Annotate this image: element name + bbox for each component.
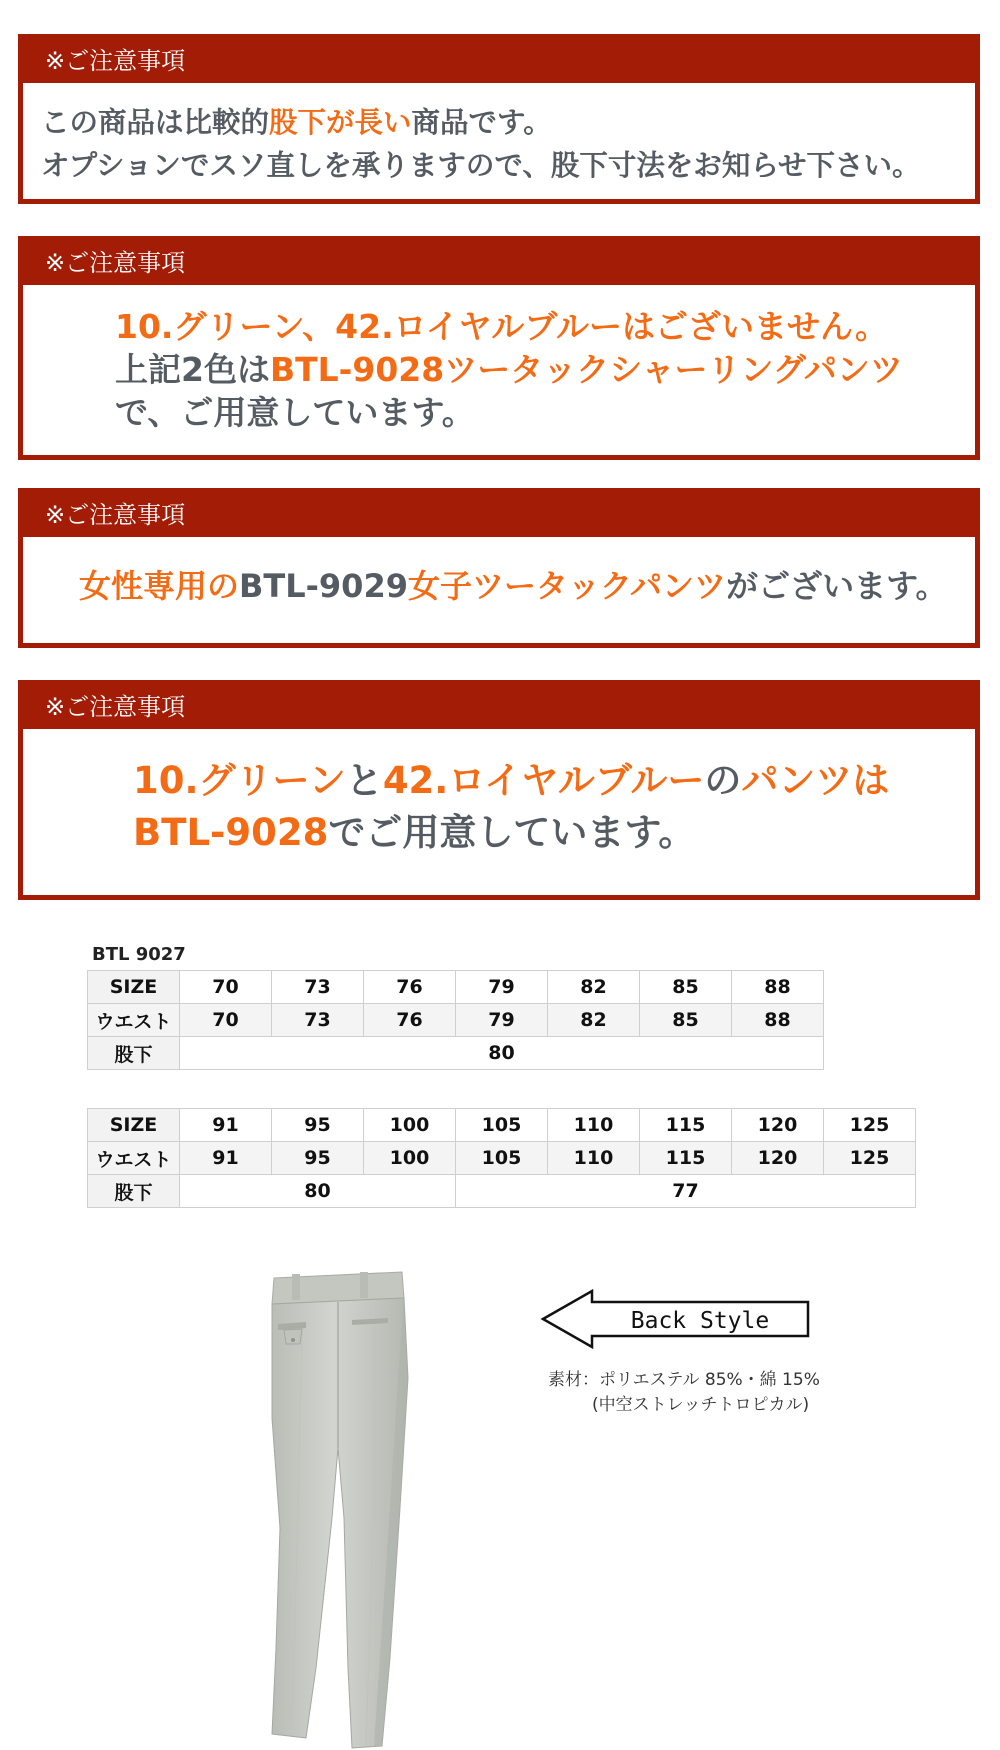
waist-cell: 95 (272, 1142, 364, 1175)
size-cell: 115 (640, 1109, 732, 1142)
notice-body (23, 537, 975, 608)
waist-cell: 85 (640, 1004, 732, 1037)
notice-box-colors (18, 236, 980, 460)
size-row-label: SIZE (88, 971, 180, 1004)
size-cell: 120 (732, 1109, 824, 1142)
size-cell: 70 (180, 971, 272, 1004)
waist-cell: 91 (180, 1142, 272, 1175)
notice-highlight-text: 女性専用の (79, 567, 240, 605)
size-cell: 82 (548, 971, 640, 1004)
notice-line (115, 348, 975, 391)
notice-highlight-text: パンツは (741, 759, 890, 802)
waist-row (88, 1004, 824, 1037)
waist-row-label: ウエスト (88, 1004, 180, 1037)
notice-text: オプションでスソ直しを承りますので、股下寸法をお知らせ下さい。 (41, 149, 921, 182)
model-number: BTL 9027 (92, 944, 186, 965)
notice-body (23, 729, 975, 859)
material-line-2: (中空ストレッチトロピカル) (592, 1395, 810, 1415)
notice-text: の (704, 759, 742, 802)
size-row (88, 1109, 916, 1142)
notice-text: 上記2色は (115, 350, 270, 389)
waist-cell: 120 (732, 1142, 824, 1175)
waist-cell: 82 (548, 1004, 640, 1037)
inseam-cell: 80 (180, 1037, 824, 1070)
notice-highlight-text: 股下が長い (269, 106, 412, 139)
notice-line (133, 755, 975, 807)
pants-back-view-image (262, 1268, 412, 1750)
inseam-row-label: 股下 (88, 1037, 180, 1070)
size-cell: 73 (272, 971, 364, 1004)
waist-cell: 110 (548, 1142, 640, 1175)
notice-body (23, 83, 975, 187)
size-cell: 105 (456, 1109, 548, 1142)
notice-line (79, 565, 975, 608)
notice-highlight-text: BTL-9028 (133, 811, 329, 854)
inseam-cell: 80 (180, 1175, 456, 1208)
notice-heading: ※ご注意事項 (23, 39, 975, 83)
size-cell: 125 (824, 1109, 916, 1142)
inseam-cell: 77 (456, 1175, 916, 1208)
size-cell: 88 (732, 971, 824, 1004)
notice-text: BTL-9029 (239, 567, 408, 605)
waist-cell: 88 (732, 1004, 824, 1037)
waist-row-label: ウエスト (88, 1142, 180, 1175)
size-table-1 (87, 970, 824, 1070)
notice-text: 商品です。 (411, 106, 552, 139)
notice-text: で、ご用意しています。 (115, 393, 475, 432)
size-row (88, 971, 824, 1004)
notice-highlight-text: 42.ロイヤルブルー (382, 759, 705, 802)
notice-line (115, 391, 975, 434)
notice-highlight-text: 10.グリーン (133, 759, 346, 802)
inseam-row (88, 1037, 824, 1070)
waist-cell: 76 (364, 1004, 456, 1037)
waist-cell: 70 (180, 1004, 272, 1037)
notice-line (41, 101, 975, 144)
size-table-2 (87, 1108, 916, 1208)
waist-cell: 125 (824, 1142, 916, 1175)
notice-text: がございます。 (726, 567, 948, 605)
waist-cell: 115 (640, 1142, 732, 1175)
notice-box-inseam (18, 34, 980, 204)
notice-heading: ※ご注意事項 (23, 685, 975, 729)
notice-line (41, 144, 975, 187)
size-cell: 91 (180, 1109, 272, 1142)
notice-line (133, 807, 975, 859)
notice-body (23, 285, 975, 434)
notice-text: と (345, 759, 383, 802)
size-cell: 110 (548, 1109, 640, 1142)
waist-cell: 79 (456, 1004, 548, 1037)
notice-highlight-text: BTL-9028ツータックシャーリングパンツ (269, 350, 903, 389)
waist-row (88, 1142, 916, 1175)
notice-highlight-text: 女子ツータックパンツ (407, 567, 727, 605)
size-cell: 95 (272, 1109, 364, 1142)
notice-heading: ※ご注意事項 (23, 493, 975, 537)
notice-box-womens (18, 488, 980, 648)
material-line-1: 素材：ポリエステル 85%・綿 15% (548, 1370, 820, 1390)
notice-box-alt-model (18, 680, 980, 900)
notice-text: でご用意しています。 (328, 811, 696, 854)
notice-line (115, 305, 975, 348)
inseam-row (88, 1175, 916, 1208)
notice-heading: ※ご注意事項 (23, 241, 975, 285)
size-cell: 79 (456, 971, 548, 1004)
waist-cell: 100 (364, 1142, 456, 1175)
back-style-label: Back Style (630, 1308, 770, 1334)
size-cell: 76 (364, 971, 456, 1004)
waist-cell: 105 (456, 1142, 548, 1175)
waist-cell: 73 (272, 1004, 364, 1037)
size-cell: 85 (640, 971, 732, 1004)
size-cell: 100 (364, 1109, 456, 1142)
size-row-label: SIZE (88, 1109, 180, 1142)
inseam-row-label: 股下 (88, 1175, 180, 1208)
material-info (548, 1368, 820, 1418)
notice-text: この商品は比較的 (41, 106, 270, 139)
back-style-arrow-icon (540, 1288, 814, 1350)
notice-highlight-text: 10.グリーン、42.ロイヤルブルーはございません。 (115, 307, 888, 346)
